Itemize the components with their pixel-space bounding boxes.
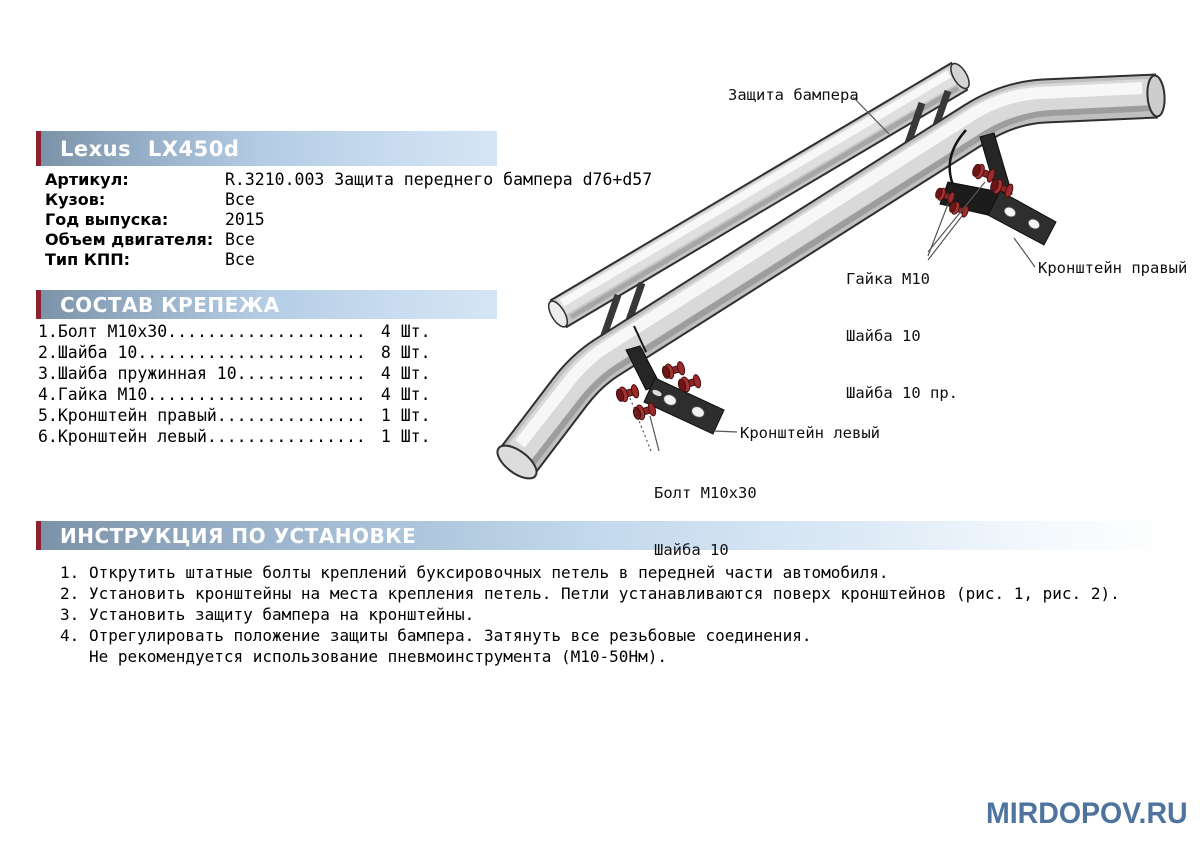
spec-label: Тип КПП: xyxy=(45,250,131,269)
hardware-title-bar xyxy=(36,290,497,319)
list-item xyxy=(38,342,431,363)
spec-row xyxy=(45,230,652,250)
instruction-step xyxy=(60,562,1120,583)
hardware-item-name: 4.Гайка М10...................... xyxy=(38,385,366,404)
callout-line: Гайка М10 xyxy=(846,270,930,288)
spec-row xyxy=(45,210,652,230)
instruction-step-continuation xyxy=(60,646,1120,667)
spec-row xyxy=(45,170,652,190)
step-text: Открутить штатные болты креплений буксировочных петель в передней части автомобиля. xyxy=(89,563,889,582)
step-number xyxy=(60,646,89,667)
list-item xyxy=(38,384,431,405)
callout-bracket-left: Кронштейн левый xyxy=(740,424,880,442)
instruction-step xyxy=(60,583,1120,604)
hardware-item-name: 2.Шайба 10....................... xyxy=(38,343,366,362)
callout-line: Шайба 10 xyxy=(654,541,729,559)
spec-label: Артикул: xyxy=(45,170,129,189)
hardware-item-qty: 8 Шт. xyxy=(380,343,431,362)
hardware-item-qty: 4 Шт. xyxy=(380,364,431,383)
hardware-item-name: 3.Шайба пружинная 10............. xyxy=(38,364,366,383)
spec-label: Кузов: xyxy=(45,190,106,209)
spec-row xyxy=(45,250,652,270)
instructions-title-bar xyxy=(36,521,1182,550)
callout-bracket-right: Кронштейн правый xyxy=(1038,259,1188,277)
step-number: 2. xyxy=(60,584,80,603)
product-title: Lexus LX450d xyxy=(60,136,240,161)
callout-line: Шайба 10 пр. xyxy=(846,384,958,402)
hardware-item-qty: 1 Шт. xyxy=(380,406,431,425)
watermark-logo: MIRDOPOV.RU xyxy=(986,797,1188,830)
hardware-item-qty: 4 Шт. xyxy=(380,385,431,404)
step-text: Отрегулировать положение защиты бампера. Затянуть все резьбовые соединения. xyxy=(89,626,812,645)
hardware-item-name: 6.Кронштейн левый................ xyxy=(38,427,366,446)
spec-label: Год выпуска: xyxy=(45,210,169,229)
step-number: 4. xyxy=(60,626,80,645)
callout-bumper-guard: Защита бампера xyxy=(728,86,859,104)
callout-left-fasteners xyxy=(654,446,757,598)
hardware-item-name: 5.Кронштейн правый............... xyxy=(38,406,366,425)
step-number: 1. xyxy=(60,563,80,582)
spec-value: 2015 xyxy=(225,210,265,229)
spec-label: Объем двигателя: xyxy=(45,230,214,249)
step-number: 3. xyxy=(60,605,80,624)
callout-line: Болт М10х30 xyxy=(654,484,757,502)
instruction-step xyxy=(60,604,1120,625)
list-item xyxy=(38,321,431,342)
step-text: Установить защиту бампера на кронштейны. xyxy=(89,605,475,624)
spec-value: Все xyxy=(225,250,255,269)
instructions-list xyxy=(60,562,1120,667)
spec-value: R.3210.003 Защита переднего бампера d76+d57 xyxy=(225,170,653,189)
spec-table xyxy=(45,170,652,270)
callout-right-fasteners xyxy=(846,232,958,441)
list-item xyxy=(38,426,431,447)
hardware-item-name: 1.Болт М10х30.................... xyxy=(38,322,366,341)
list-item xyxy=(38,405,431,426)
step-text: Установить кронштейны на места крепления петель. Петли устанавливаются поверх кронштейнов (рис. 1, рис. 2). xyxy=(89,584,1120,603)
spec-row xyxy=(45,190,652,210)
spec-value: Все xyxy=(225,190,255,209)
spec-value: Все xyxy=(225,230,255,249)
hardware-title: СОСТАВ КРЕПЕЖА xyxy=(60,292,280,317)
hardware-list xyxy=(38,321,431,447)
list-item xyxy=(38,363,431,384)
hardware-item-qty: 1 Шт. xyxy=(380,427,431,446)
callout-line: Шайба 10 xyxy=(846,327,921,345)
product-title-bar xyxy=(36,131,497,166)
hardware-item-qty: 4 Шт. xyxy=(380,322,431,341)
step-text: Не рекомендуется использование пневмоинструмента (М10-50Нм). xyxy=(89,647,667,666)
instruction-step xyxy=(60,625,1120,646)
instructions-title: ИНСТРУКЦИЯ ПО УСТАНОВКЕ xyxy=(60,523,417,548)
